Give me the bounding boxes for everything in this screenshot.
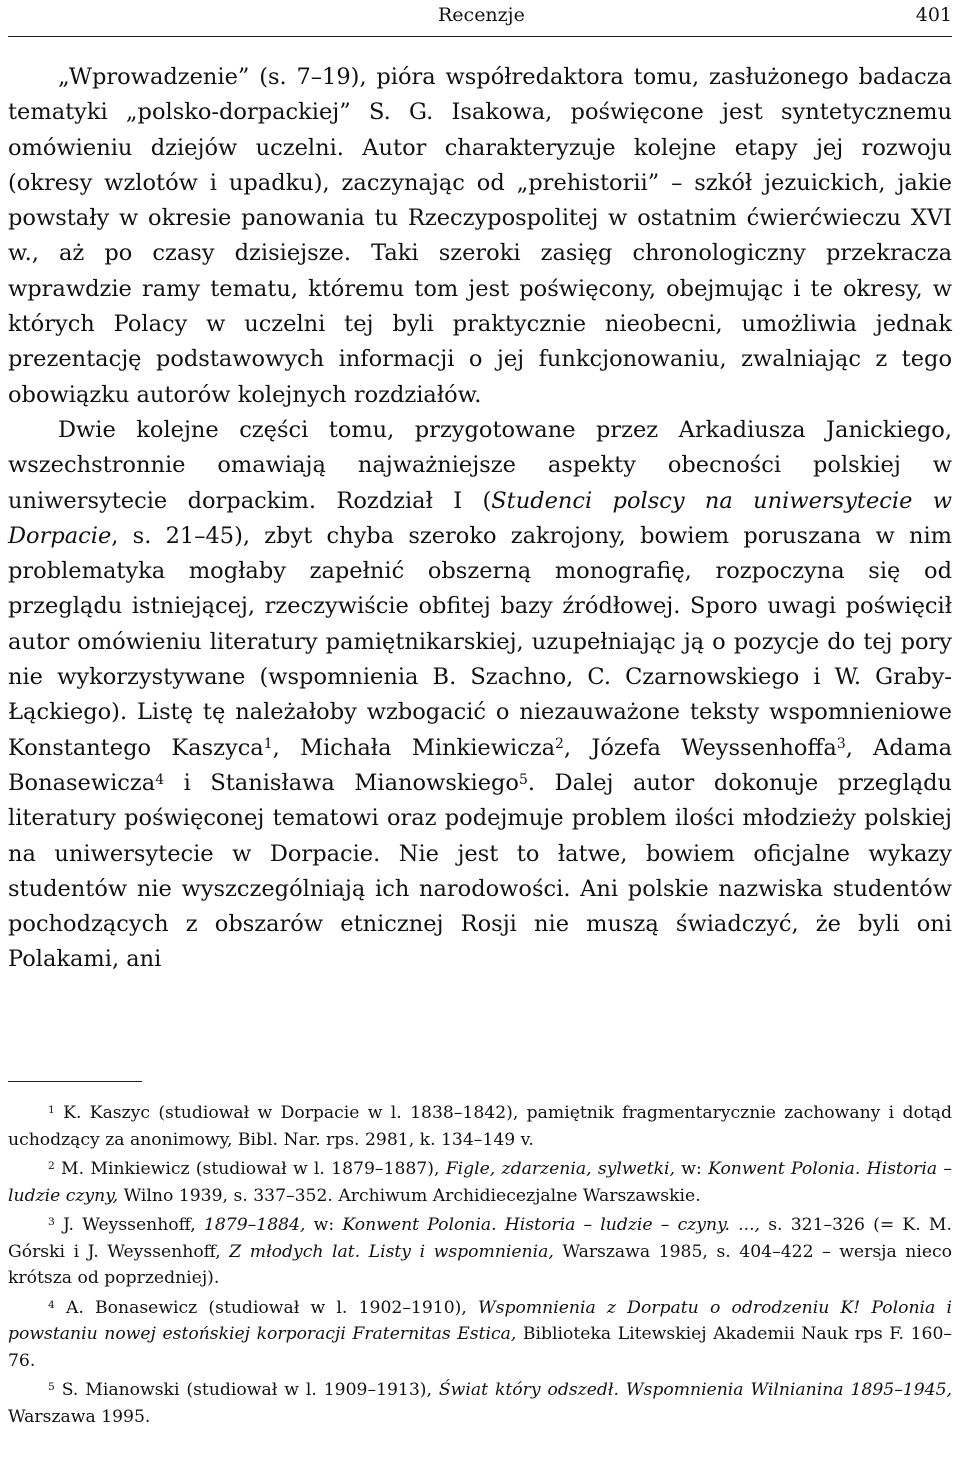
footnote-text: Warszawa 1995. <box>8 1406 151 1427</box>
paragraph-2-text: , Michała Minkiewicza <box>272 734 556 761</box>
footnote-text: J. Weyssenhoff, <box>54 1215 204 1235</box>
running-header <box>8 0 952 34</box>
footnote-text: Warszawa 1985, s. 404–422 – wersja nieco krótsza od poprzedniej). <box>8 1241 952 1288</box>
paragraph-2-text: i Stanisława Mianowskiego <box>164 769 519 796</box>
chapter-title: Studenci polscy na uniwersytecie w Dorpacie <box>8 487 952 549</box>
footnotes <box>8 1100 952 1433</box>
footnote-title: Konwent Polonia. Historia – ludzie czyny, <box>8 1159 953 1206</box>
footnote-text: w: <box>305 1215 343 1235</box>
paragraph-1 <box>8 60 952 413</box>
footnote-title: Z młodych lat. Listy i wspomnienia, <box>229 1241 554 1262</box>
footnote-text: A. Bonasewicz (studiował w l. 1902–1910), <box>54 1297 479 1318</box>
footnote-ref-5[interactable]: 5 <box>518 771 528 788</box>
footnote-text: K. Kaszyc (studiował w Dorpacie w l. 1838–1842), pamiętnik fragmentarycznie zachowany i dotąd uchodzący za anonimowy, Bibl. Nar. rps. 2981, k. 134–149 v. <box>8 1103 952 1150</box>
footnote-title: Wspomnienia z Dorpatu o odrodzeniu K! Polonia i powstaniu nowej estońskiej korporacji Fraternitas Estica, <box>8 1297 952 1344</box>
footnote-text: Biblioteka Litewskiej Akademii Nauk rps F. 160–76. <box>8 1324 952 1371</box>
footnote-text: s. 321–326 (= K. M. Górski i J. Weyssenhoff, <box>8 1215 952 1262</box>
section-title: Recenzje <box>438 4 525 26</box>
footnote-number: 4 <box>48 1297 55 1311</box>
footnote-2 <box>8 1156 952 1209</box>
footnote-title: Konwent Polonia. Historia – ludzie – czyny. ..., <box>342 1215 761 1235</box>
paragraph-2-text: , Józefa Weyssenhoffa <box>563 734 837 761</box>
footnote-text: S. Mianowski (studiował w l. 1909–1913), <box>54 1380 439 1400</box>
paragraph-2-text: Dwie kolejne części tomu, przygotowane przez Arkadiusza Janickiego, wszechstronnie omawiają najważniejsze aspekty obecności polskiej w uniwersytecie dorpackim. Rozdział I ( <box>8 416 952 514</box>
footnote-5 <box>8 1377 952 1430</box>
paragraph-2-text: , s. 21–45), zbyt chyba szeroko zakrojony, bowiem poruszana w nim problematyka mogłaby zapełnić obszerną monografię, rozpoczyna się od przeglądu istniejącej, rzeczywiście obfitej bazy źródłowej. Sporo uwagi poświęcił autor omówieniu literatury pamiętnikarskiej, uzupełniając ją o pozycje do tej pory nie wykorzystywane (wspomnienia B. Szachno, C. Czarnowskiego i W. Graby-Łąckiego). Listę tę należałoby wzbogacić o niezauważone teksty wspomnieniowe Konstantego Kaszyca <box>8 522 952 761</box>
paragraph-2-text: . Dalej autor dokonuje przeglądu literatury poświęconej tematowi oraz podejmuje problem ilości młodzieży polskiej na uniwersytecie w Dorpacie. Nie jest to łatwe, bowiem oficjalne wykazy studentów nie wyszczególniają ich narodowości. Ani polskie nazwiska studentów pochodzących z obszarów etnicznej Rosji nie muszą świadczyć, że byli oni Polakami, ani <box>8 769 952 973</box>
footnote-3 <box>8 1212 952 1292</box>
footnote-text: M. Minkiewicz (studiował w l. 1879–1887), <box>54 1159 446 1179</box>
footnote-text: Wilno 1939, s. 337–352. Archiwum Archidiecezjalne Warszawskie. <box>118 1185 701 1206</box>
footnote-ref-3[interactable]: 3 <box>836 736 846 753</box>
footnote-ref-2[interactable]: 2 <box>555 736 564 753</box>
footnote-ref-4[interactable]: 4 <box>155 771 165 788</box>
footnote-title: Świat który odszedł. Wspomnienia Wilnianina 1895–1945, <box>438 1380 952 1400</box>
page-number: 401 <box>915 4 952 26</box>
footnote-number: 1 <box>48 1103 55 1117</box>
footnote-number: 2 <box>48 1159 55 1173</box>
footnote-text: w: <box>675 1159 709 1179</box>
footnote-rule <box>8 1081 142 1082</box>
footnote-ref-1[interactable]: 1 <box>263 736 273 753</box>
footnote-title: 1879–1884, <box>203 1215 306 1235</box>
paragraph-1-text: „Wprowadzenie” (s. 7–19), pióra współredaktora tomu, zasłużonego badacza tematyki „polsko-dorpackiej” S. G. Isakowa, poświęcone jest syntetycznemu omówieniu dziejów uczelni. Autor charakteryzuje kolejne etapy jej rozwoju (okresy wzlotów i upadku), zaczynając od „prehistorii” – szkół jezuickich, jakie powstały w okresie panowania tu Rzeczypospolitej w ostatnim ćwierćwieczu XVI w., aż po czasy dzisiejsze. Taki szeroki zasięg chronologiczny przekracza wprawdzie ramy tematu, któremu tom jest poświęcony, obejmując i te okresy, w których Polacy w uczelni tej byli praktycznie nieobecni, umożliwia jednak prezentację podstawowych informacji o jej funkcjonowaniu, zwalniając z tego obowiązku autorów kolejnych rozdziałów. <box>8 64 952 408</box>
footnote-1 <box>8 1100 952 1153</box>
footnote-number: 3 <box>48 1215 55 1229</box>
footnote-4 <box>8 1295 952 1375</box>
paragraph-2-text: , Adama Bonasewicza <box>8 734 952 796</box>
paragraph-2 <box>8 413 952 978</box>
header-rule <box>8 36 952 37</box>
footnote-number: 5 <box>48 1380 55 1394</box>
main-text <box>8 60 952 978</box>
footnote-title: Figle, zdarzenia, sylwetki, <box>445 1159 676 1179</box>
